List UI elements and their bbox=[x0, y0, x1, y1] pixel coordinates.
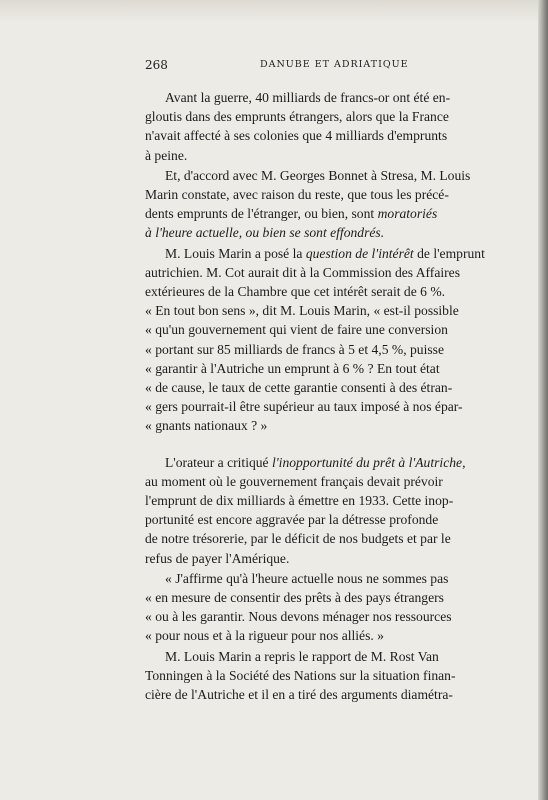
text-line: Avant la guerre, 40 milliards de francs-or ont été en- bbox=[165, 90, 451, 105]
text-line bbox=[145, 244, 490, 263]
text-line: « pour nous et à la rigueur pour nos alliés. » bbox=[145, 628, 384, 644]
text-line: portunité est encore aggravée par la détresse profonde bbox=[145, 512, 439, 528]
text-line: « gnants nationaux ? » bbox=[145, 418, 268, 434]
text-line: « de cause, le taux de cette garantie consenti à des étran- bbox=[145, 380, 453, 396]
page-header bbox=[145, 58, 490, 76]
text-line: M. Louis Marin a repris le rapport de M. Rost Van bbox=[165, 648, 439, 664]
italic-run: question de l'intérêt bbox=[305, 245, 414, 261]
text-line: refus de payer l'Amérique. bbox=[145, 550, 290, 566]
italic-run: moratoriés bbox=[377, 206, 438, 222]
page-number: 268 bbox=[145, 58, 168, 72]
text-line: cière de l'Autriche et il en a tiré des arguments diamétra- bbox=[145, 687, 453, 703]
text-line bbox=[145, 204, 490, 223]
text-line: gloutis dans des emprunts étrangers, alors que la France bbox=[145, 109, 449, 125]
italic-run: l'inopportunité du prêt à l'Autriche, bbox=[272, 454, 466, 470]
text-line: « en mesure de consentir des prêts à des pays étrangers bbox=[145, 590, 444, 606]
text-line: à peine. bbox=[145, 147, 188, 163]
text-line: autrichien. M. Cot aurait dit à la Commission des Affaires bbox=[145, 264, 460, 280]
text-run: dents emprunts de l'étranger, ou bien, sont bbox=[145, 206, 378, 222]
text-line: « J'affirme qu'à l'heure actuelle nous ne sommes pas bbox=[165, 570, 449, 586]
paragraph bbox=[145, 88, 490, 165]
text-line: n'avait affecté à ses colonies que 4 milliards d'emprunts bbox=[145, 128, 448, 144]
text-line: au moment où le gouvernement français devait prévoir bbox=[145, 473, 443, 489]
text-line: « gers pourrait-il être supérieur au taux imposé à nos épar- bbox=[145, 399, 463, 415]
text-line: extérieures de la Chambre que cet intérêt serait de 6 %. bbox=[145, 284, 446, 300]
text-line: Tonningen à la Société des Nations sur la situation finan- bbox=[145, 667, 456, 683]
running-head: DANUBE ET ADRIATIQUE bbox=[260, 59, 409, 70]
text-run: L'orateur a critiqué bbox=[165, 454, 272, 470]
text-run: de l'emprunt bbox=[413, 245, 485, 261]
body-text bbox=[145, 88, 490, 705]
text-line: « garantir à l'Autriche un emprunt à 6 % ? En tout état bbox=[145, 360, 440, 376]
paragraph bbox=[145, 453, 490, 568]
text-line: l'emprunt de dix milliards à émettre en 1933. Cette inop- bbox=[145, 493, 454, 509]
book-spine-shadow bbox=[538, 0, 548, 800]
text-line: de notre trésorerie, par le déficit de nos budgets et par le bbox=[145, 531, 451, 547]
italic-line: à l'heure actuelle, ou bien se sont effondrés. bbox=[145, 225, 385, 241]
text-line: « ou à les garantir. Nous devons ménager nos ressources bbox=[145, 609, 452, 625]
text-line: « qu'un gouvernement qui vient de faire une conversion bbox=[145, 322, 448, 338]
paragraph bbox=[145, 244, 490, 436]
text-line: « En tout bon sens », dit M. Louis Marin, « est-il possible bbox=[145, 303, 459, 319]
paragraph bbox=[145, 166, 490, 243]
text-line: Et, d'accord avec M. Georges Bonnet à Stresa, M. Louis bbox=[165, 167, 471, 183]
text-line: « portant sur 85 milliards de francs à 5 et 4,5 %, puisse bbox=[145, 341, 444, 357]
text-line bbox=[145, 453, 490, 472]
text-line: Marin constate, avec raison du reste, que tous les précé- bbox=[145, 187, 449, 203]
paragraph bbox=[145, 569, 490, 646]
paragraph bbox=[145, 647, 490, 705]
text-run: M. Louis Marin a posé la bbox=[165, 245, 306, 261]
page-top-shadow bbox=[0, 0, 548, 22]
